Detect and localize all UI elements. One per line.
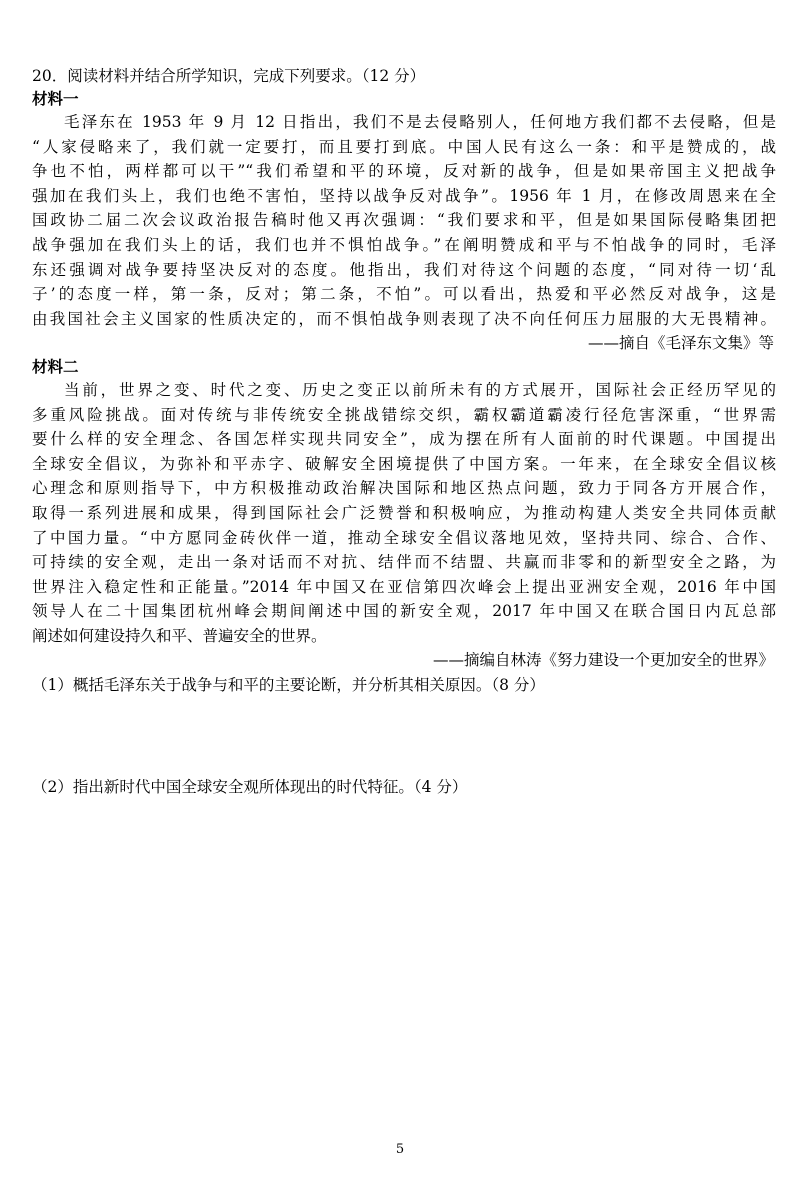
material2-line: 心理念和原则指导下，中方积极推动政治解决国际和地区热点问题，致力于同各方开展合作，	[32, 479, 776, 498]
exam-page	[32, 64, 776, 799]
material1-line: 强加在我们头上，我们也绝不害怕，坚持以战争反对战争”。1956 年 1 月，在修改周恩来在全	[32, 186, 776, 205]
material1-line: 东还强调对战争要持坚决反对的态度。他指出，我们对待这个问题的态度，“同对待一切‘乱	[32, 260, 776, 279]
page-number: 5	[395, 1142, 405, 1157]
material1-line: 子’的态度一样，第一条，反对；第二条，不怕”。可以看出，热爱和平必然反对战争，这是	[32, 285, 776, 304]
material2-heading: 材料二	[32, 357, 79, 376]
material1-source: ——摘自《毛泽东文集》等	[587, 334, 774, 353]
material2-line: 取得一系列进展和成果，得到国际社会广泛赞誉和积极响应，为推动构建人类安全共同体贡献	[32, 503, 776, 522]
material1-line: 争也不怕，两样都可以干”“我们希望和平的环境，反对新的战争，但是如果帝国主义把战争	[32, 162, 776, 181]
material1-heading: 材料一	[32, 90, 79, 108]
material2-line: 阐述如何建设持久和平、普遍安全的世界。	[32, 626, 327, 645]
material1-line: 战争强加在我们头上的话，我们也并不惧怕战争。”在阐明赞成和平与不怕战争的同时，毛泽	[32, 235, 776, 254]
material2-line: 全球安全倡议，为弥补和平赤字、破解安全困境提供了中国方案。一年来，在全球安全倡议核	[32, 454, 776, 473]
material2-line: 领导人在二十国集团杭州峰会期间阐述中国的新安全观，2017 年中国又在联合国日内瓦总部	[32, 602, 776, 621]
material1-line: “人家侵略来了，我们就一定要打，而且要打到底。中国人民有这么一条：和平是赞成的，战	[32, 137, 776, 156]
material1-line: 毛泽东在 1953 年 9 月 12 日指出，我们不是去侵略别人，任何地方我们都不去侵略，但是	[64, 113, 776, 131]
material2-source: ——摘编自林涛《努力建设一个更加安全的世界》	[432, 651, 774, 670]
sub-question-1: （1）概括毛泽东关于战争与和平的主要论断，并分析其相关原因。（8 分）	[32, 676, 545, 695]
material1-paragraph	[32, 110, 776, 331]
material2-line: 要什么样的安全理念、各国怎样实现共同安全”，成为摆在所有人面前的时代课题。中国提出	[32, 430, 776, 449]
answer-space-1	[32, 697, 776, 775]
material2-line: 世界注入稳定性和正能量。”2014 年中国又在亚信第四次峰会上提出亚洲安全观，2016 年中国	[32, 577, 776, 596]
material2-line: 了中国力量。“中方愿同金砖伙伴一道，推动全球安全倡议落地见效，坚持共同、综合、合作、	[32, 528, 776, 547]
sub-question-2: （2）指出新时代中国全球安全观所体现出的时代特征。（4 分）	[32, 778, 468, 797]
material2-line: 可持续的安全观，走出一条对话而不对抗、结伴而不结盟、共赢而非零和的新型安全之路，为	[32, 553, 776, 572]
material2-line: 当前，世界之变、时代之变、历史之变正以前所未有的方式展开，国际社会正经历罕见的	[64, 380, 776, 399]
material2-line: 多重风险挑战。面对传统与非传统安全挑战错综交织，霸权霸道霸凌行径危害深重，“世界需	[32, 405, 776, 424]
material2-paragraph	[32, 378, 776, 649]
material1-line: 国政协二届二次会议政治报告稿时他又再次强调：“我们要求和平，但是如果国际侵略集团把	[32, 211, 776, 230]
question-title: 20．阅读材料并结合所学知识，完成下列要求。（12 分）	[32, 67, 426, 85]
material1-line: 由我国社会主义国家的性质决定的，而不惧怕战争则表现了决不向任何压力屈服的大无畏精神。	[32, 309, 776, 328]
